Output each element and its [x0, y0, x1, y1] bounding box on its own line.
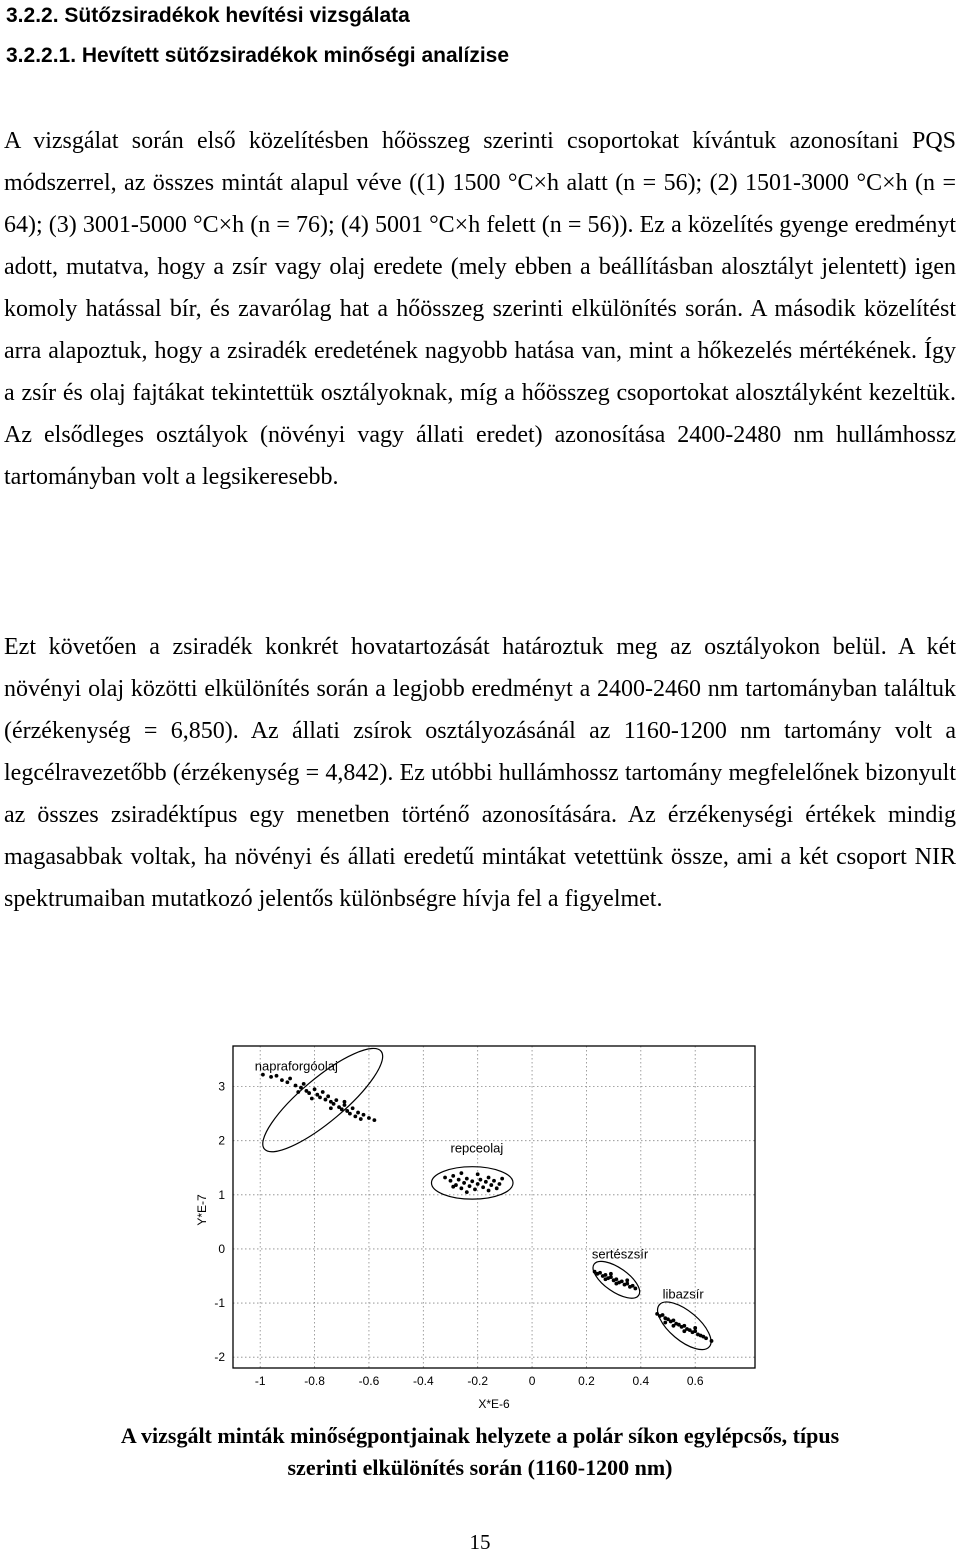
- x-tick-label-4: -0.2: [467, 1374, 489, 1388]
- data-point-1-16: [489, 1183, 493, 1187]
- data-point-1-7: [465, 1177, 469, 1181]
- data-point-1-13: [481, 1185, 485, 1189]
- data-point-3-21: [682, 1329, 686, 1333]
- data-point-0-12: [315, 1093, 319, 1097]
- data-point-1-8: [468, 1184, 472, 1188]
- data-point-0-18: [332, 1102, 336, 1106]
- data-point-0-28: [359, 1117, 363, 1121]
- group-label-3: libazsír: [662, 1286, 704, 1302]
- group-0: [250, 1038, 394, 1166]
- data-point-3-10: [682, 1324, 686, 1328]
- data-point-3-20: [672, 1324, 676, 1328]
- x-tick-label-8: 0.6: [686, 1374, 704, 1388]
- group-label-2: sertészsír: [591, 1246, 649, 1262]
- data-point-0-11: [313, 1087, 317, 1091]
- y-tick-label-0: -2: [214, 1350, 225, 1365]
- scatter-plot: [196, 1038, 776, 1418]
- y-tick-label-3: 1: [218, 1187, 225, 1202]
- body-paragraph-1: A vizsgálat során első közelítésben hőösszeg szerinti csoportokat kívántuk azonosítani PQS módszerrel, az összes mintát alapul véve ((1) 1500 °C×h alatt (n = 56); (2) 1501-3000 °C×h (n = 64); (3) 3001-5000 °C×h (n = 76); (4) 5001 °C×h felett (n = 56)). Ez a közelítés gyenge eredményt adott, mutatva, hogy a zsír vagy olaj eredete (mely ebben a beállításban alosztályt jelentett) igen komoly hatással bír, és zavarólag hat a hőösszeg szerinti elkülönítés során. A második közelítést arra alapoztuk, hogy a zsiradék eredetének nagyobb hatása van, mint a hőkezelés mértékének. Így a zsír és olaj fajtákat tekintettük osztályoknak, míg a hőösszeg csoportokat alosztályként kezeltük. Az elsődleges osztályok (növényi vagy állati eredet) azonosítása 2400-2480 nm hullámhossz tartományban volt a legsikeresebb.: [4, 128, 956, 490]
- data-point-0-5: [288, 1077, 292, 1081]
- data-point-0-35: [372, 1118, 376, 1122]
- group-3: [650, 1287, 719, 1358]
- data-point-2-10: [620, 1280, 624, 1284]
- data-point-0-14: [321, 1090, 325, 1094]
- data-point-1-25: [500, 1177, 504, 1181]
- data-point-0-10: [307, 1091, 311, 1095]
- scatter-figure: [196, 1038, 776, 1423]
- data-point-1-15: [487, 1189, 491, 1193]
- y-tick-label-2: 0: [218, 1241, 225, 1256]
- caption-line-2: szerinti elkülönítés során (1160-1200 nm): [287, 1455, 673, 1480]
- data-point-3-18: [704, 1336, 708, 1340]
- y-axis-label: Y*E-7: [196, 1194, 209, 1226]
- data-point-0-31: [296, 1090, 300, 1094]
- data-point-0-6: [294, 1084, 298, 1088]
- x-tick-label-7: 0.4: [632, 1374, 650, 1388]
- data-point-1-24: [451, 1185, 455, 1189]
- data-point-3-14: [693, 1329, 697, 1333]
- data-point-0-15: [324, 1098, 328, 1102]
- x-tick-label-6: 0.2: [578, 1374, 595, 1388]
- y-tick-label-1: -1: [214, 1296, 225, 1311]
- data-point-2-4: [604, 1273, 608, 1277]
- data-point-1-19: [498, 1182, 502, 1186]
- group-ellipse-0: [250, 1038, 394, 1166]
- data-point-1-4: [457, 1178, 461, 1182]
- data-point-2-6: [609, 1275, 613, 1279]
- data-point-0-13: [318, 1096, 322, 1100]
- data-point-2-12: [625, 1282, 629, 1286]
- data-point-1-6: [462, 1181, 466, 1185]
- data-point-2-18: [625, 1278, 629, 1282]
- data-point-1-12: [479, 1178, 483, 1182]
- data-point-2-17: [614, 1282, 618, 1286]
- data-groups: [250, 1038, 718, 1358]
- group-1: [431, 1141, 513, 1200]
- data-point-1-5: [459, 1186, 463, 1190]
- section-heading: 3.2.2. Sütőzsiradékok hevítési vizsgálata: [6, 4, 410, 27]
- data-point-1-11: [476, 1182, 480, 1186]
- data-point-3-22: [693, 1326, 697, 1330]
- data-point-0-19: [334, 1098, 338, 1102]
- y-tick-label-4: 2: [218, 1133, 225, 1148]
- data-point-0-16: [326, 1094, 330, 1098]
- caption-line-1: A vizsgált minták minőségpontjainak helyzete a polár síkon egylépcsős, típus: [120, 1423, 840, 1448]
- data-point-3-23: [663, 1321, 667, 1325]
- data-point-1-10: [473, 1188, 477, 1192]
- data-point-1-22: [465, 1190, 469, 1194]
- data-point-0-8: [302, 1082, 306, 1086]
- data-point-1-18: [495, 1186, 499, 1190]
- data-point-2-14: [631, 1284, 635, 1288]
- data-point-0-24: [348, 1112, 352, 1116]
- x-axis-label: X*E-6: [478, 1397, 510, 1411]
- body-paragraph-2: Ezt követően a zsiradék konkrét hovatartozását határoztuk meg az osztályokon belül. A két növényi olaj közötti elkülönítés során a legjobb eredményt a 2400-2460 nm tartományban találtuk (érzékenység = 6,850). Az állati zsírok osztályozásánál az 1160-1200 nm tartomány volt a legcélravezetőbb (érzékenység = 4,842). Ez utóbbi hullámhossz tartomány megfelelőnek bizonyult az összes zsiradéktípus egy menetben történő azonosítására. Az érzékenységi értékek mindig magasabbak voltak, ha növényi és állati eredetű mintákat vetettünk össze, ami a két csoport NIR spektrumaiban mutatkozó jelentős különbségre hívja fel a figyelmet.: [4, 634, 956, 912]
- data-point-1-17: [492, 1179, 496, 1183]
- data-point-0-34: [367, 1116, 371, 1120]
- data-point-0-26: [353, 1114, 357, 1118]
- data-point-0-4: [285, 1080, 289, 1084]
- group-label-1: repceolaj: [450, 1140, 504, 1156]
- data-point-2-2: [598, 1271, 602, 1275]
- tick-labels: [214, 1080, 704, 1388]
- data-point-0-29: [362, 1113, 366, 1117]
- data-point-0-23: [345, 1109, 349, 1113]
- data-point-1-0: [443, 1176, 447, 1180]
- data-point-1-20: [459, 1171, 463, 1175]
- data-point-0-32: [329, 1106, 333, 1110]
- data-point-0-21: [340, 1107, 344, 1111]
- data-point-0-3: [280, 1078, 284, 1082]
- y-tick-label-5: 3: [218, 1079, 225, 1094]
- x-tick-label-3: -0.4: [412, 1374, 434, 1388]
- figure-caption: [10, 1420, 950, 1484]
- group-label-0: napraforgóolaj: [254, 1058, 338, 1074]
- grid-lines: [233, 1046, 755, 1368]
- x-tick-label-5: 0: [528, 1374, 536, 1388]
- data-point-2-15: [633, 1287, 637, 1291]
- plot-frame: [233, 1046, 755, 1368]
- data-point-3-19: [710, 1339, 714, 1343]
- data-point-1-23: [487, 1176, 491, 1180]
- data-point-1-14: [484, 1180, 488, 1184]
- data-point-2-16: [604, 1277, 608, 1281]
- data-point-0-1: [269, 1075, 273, 1079]
- data-point-0-22: [343, 1103, 347, 1107]
- data-point-0-7: [299, 1086, 303, 1090]
- subsection-heading: 3.2.2.1. Hevített sütőzsiradékok minőségi analízise: [6, 44, 510, 67]
- x-tick-label-0: -1: [254, 1374, 266, 1388]
- data-point-1-9: [470, 1179, 474, 1183]
- page-number: 15: [469, 1530, 491, 1554]
- data-point-0-30: [310, 1097, 314, 1101]
- data-point-1-1: [449, 1179, 453, 1183]
- data-point-3-2: [661, 1313, 665, 1317]
- x-tick-label-2: -0.6: [358, 1374, 380, 1388]
- data-point-0-2: [275, 1074, 279, 1078]
- data-point-0-25: [351, 1106, 355, 1110]
- data-point-2-8: [614, 1277, 618, 1281]
- data-point-1-21: [476, 1172, 480, 1176]
- group-2: [587, 1247, 649, 1305]
- data-point-2-19: [609, 1272, 613, 1276]
- x-tick-label-1: -0.8: [304, 1374, 325, 1388]
- data-point-0-27: [356, 1111, 360, 1115]
- data-point-0-33: [343, 1100, 347, 1104]
- data-point-3-6: [672, 1318, 676, 1322]
- data-point-1-2: [451, 1174, 455, 1178]
